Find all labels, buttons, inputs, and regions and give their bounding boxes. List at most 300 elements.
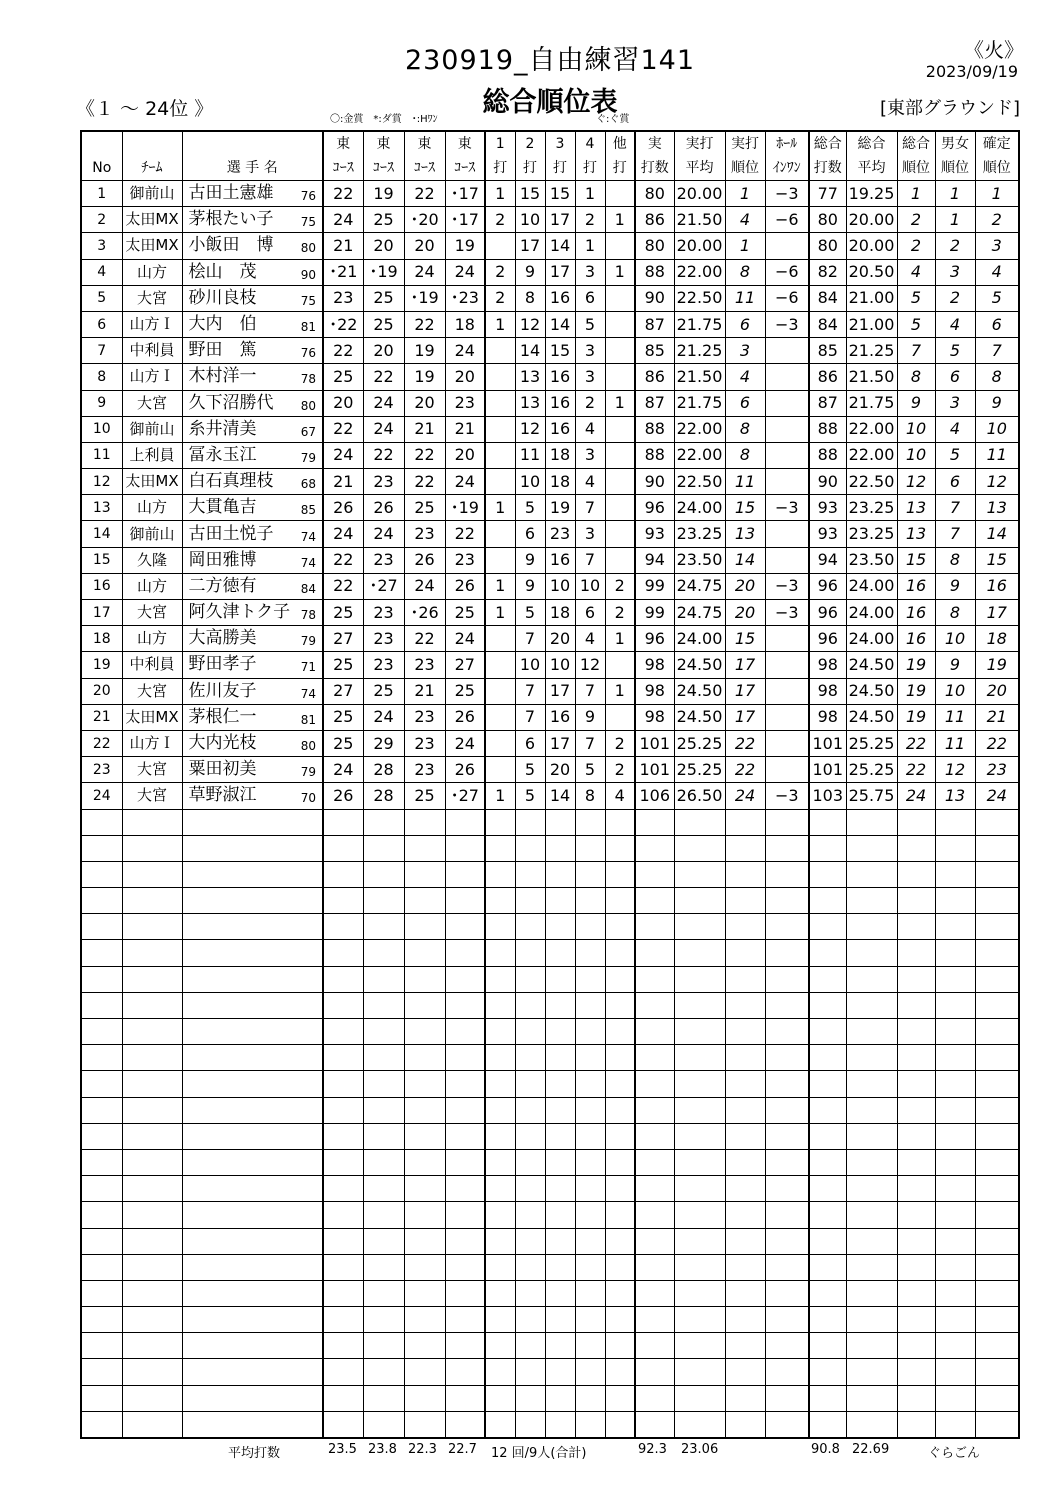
cell-grank: 9 xyxy=(935,652,975,678)
cell-s1: 1 xyxy=(485,600,515,626)
cell-strokes xyxy=(635,1097,674,1123)
cell-s1: 1 xyxy=(485,573,515,599)
cell-c3: 21 xyxy=(404,678,445,704)
cell-rank: 6 xyxy=(725,311,765,337)
cell-avg: 21.50 xyxy=(674,207,725,233)
cell-frank: 23 xyxy=(975,757,1019,783)
cell-avg: 24.50 xyxy=(674,704,725,730)
cell-c3: 22 xyxy=(404,626,445,652)
cell-c4 xyxy=(445,835,485,861)
cell-s2: 9 xyxy=(515,573,545,599)
cell-hio: −3 xyxy=(765,311,809,337)
cell-team: 太田MX xyxy=(122,207,182,233)
cell-rank xyxy=(725,1307,765,1333)
column-header-bottom-6: ｺｰｽ xyxy=(445,155,485,181)
cell-total xyxy=(809,966,846,992)
cell-c1: 24 xyxy=(323,442,363,468)
player-name: 砂川良枝 xyxy=(188,287,257,308)
cell-s3: 17 xyxy=(545,730,575,756)
cell-total: 98 xyxy=(809,704,846,730)
cell-hio xyxy=(765,1385,809,1411)
cell-trank xyxy=(897,835,935,861)
table-row xyxy=(81,547,1019,573)
column-header-bottom-7: 打 xyxy=(485,155,515,181)
cell-s2 xyxy=(515,1071,545,1097)
column-header-top-20: 確定 xyxy=(975,131,1019,155)
cell-avg xyxy=(674,1097,725,1123)
cell-rank xyxy=(725,1097,765,1123)
cell-no xyxy=(81,1123,122,1149)
column-header-top-17: 総合 xyxy=(846,131,897,155)
cell-hio xyxy=(765,364,809,390)
cell-s3 xyxy=(545,1176,575,1202)
cell-c2: 25 xyxy=(363,311,404,337)
cell-s2 xyxy=(515,1202,545,1228)
cell-total xyxy=(809,888,846,914)
column-header-bottom-1: ﾁｰﾑ xyxy=(122,155,182,181)
cell-avg: 26.50 xyxy=(674,783,725,809)
column-header-top-15: ﾎｰﾙ xyxy=(765,131,809,155)
cell-total xyxy=(809,1202,846,1228)
cell-grank xyxy=(935,1045,975,1071)
cell-c1: 22 xyxy=(323,573,363,599)
cell-trank: 10 xyxy=(897,416,935,442)
cell-hio xyxy=(765,1307,809,1333)
cell-frank xyxy=(975,1307,1019,1333)
cell-no: 9 xyxy=(81,390,122,416)
cell-c2 xyxy=(363,1176,404,1202)
cell-team xyxy=(122,1333,182,1359)
cell-so xyxy=(605,1202,635,1228)
cell-name xyxy=(182,416,323,442)
cell-trank xyxy=(897,1071,935,1097)
cell-hio xyxy=(765,1359,809,1385)
cell-so xyxy=(605,809,635,835)
cell-s1 xyxy=(485,1149,515,1175)
cell-hio xyxy=(765,730,809,756)
cell-hio xyxy=(765,940,809,966)
cell-so xyxy=(605,888,635,914)
cell-strokes xyxy=(635,1176,674,1202)
cell-grank xyxy=(935,966,975,992)
cell-frank xyxy=(975,888,1019,914)
cell-tavg: 20.00 xyxy=(846,207,897,233)
cell-strokes: 96 xyxy=(635,626,674,652)
cell-trank xyxy=(897,888,935,914)
player-age: 78 xyxy=(300,608,316,623)
cell-c3 xyxy=(404,1123,445,1149)
cell-c1 xyxy=(323,914,363,940)
cell-s2 xyxy=(515,1411,545,1438)
cell-no xyxy=(81,861,122,887)
cell-strokes: 88 xyxy=(635,259,674,285)
cell-s2 xyxy=(515,835,545,861)
cell-no xyxy=(81,1019,122,1045)
cell-team: 山方 xyxy=(122,626,182,652)
cell-c2 xyxy=(363,1097,404,1123)
cell-hio xyxy=(765,757,809,783)
cell-s2 xyxy=(515,1333,545,1359)
cell-trank: 2 xyxy=(897,207,935,233)
cell-c2 xyxy=(363,861,404,887)
cell-name xyxy=(182,495,323,521)
cell-total: 80 xyxy=(809,233,846,259)
document-subtitle: 総合順位表 xyxy=(482,87,618,118)
column-header-bottom-3: ｺｰｽ xyxy=(323,155,363,181)
cell-name xyxy=(182,207,323,233)
cell-strokes: 99 xyxy=(635,573,674,599)
cell-trank xyxy=(897,1333,935,1359)
cell-avg: 23.50 xyxy=(674,547,725,573)
cell-grank: 8 xyxy=(935,600,975,626)
cell-avg xyxy=(674,1254,725,1280)
cell-so xyxy=(605,416,635,442)
cell-c1 xyxy=(323,1071,363,1097)
cell-grank xyxy=(935,992,975,1018)
cell-avg xyxy=(674,1411,725,1438)
cell-total xyxy=(809,1359,846,1385)
cell-hio: −3 xyxy=(765,573,809,599)
cell-s2 xyxy=(515,1045,545,1071)
cell-tavg: 24.50 xyxy=(846,678,897,704)
cell-team: 大宮 xyxy=(122,783,182,809)
cell-s3 xyxy=(545,940,575,966)
cell-name xyxy=(182,626,323,652)
column-header-bottom-9: 打 xyxy=(545,155,575,181)
cell-no: 8 xyxy=(81,364,122,390)
table-row xyxy=(81,338,1019,364)
cell-avg xyxy=(674,1071,725,1097)
column-header-top-1 xyxy=(122,131,182,155)
cell-strokes: 98 xyxy=(635,704,674,730)
cell-c1: 25 xyxy=(323,600,363,626)
cell-strokes xyxy=(635,1071,674,1097)
player-age: 68 xyxy=(300,477,316,492)
cell-rank: 15 xyxy=(725,495,765,521)
cell-name xyxy=(182,1228,323,1254)
cell-no xyxy=(81,940,122,966)
cell-team: 山方 xyxy=(122,259,182,285)
cell-rank xyxy=(725,992,765,1018)
cell-frank: 24 xyxy=(975,783,1019,809)
cell-strokes xyxy=(635,1123,674,1149)
table-row xyxy=(81,626,1019,652)
cell-s4: 4 xyxy=(575,416,605,442)
cell-s1 xyxy=(485,1280,515,1306)
cell-c4: 24 xyxy=(445,730,485,756)
cell-c2 xyxy=(363,992,404,1018)
cell-so: 1 xyxy=(605,390,635,416)
cell-strokes xyxy=(635,1307,674,1333)
cell-c3: 23 xyxy=(404,652,445,678)
cell-c3: 23 xyxy=(404,704,445,730)
table-row xyxy=(81,809,1019,835)
cell-s4 xyxy=(575,809,605,835)
cell-c2: 24 xyxy=(363,704,404,730)
cell-no: 23 xyxy=(81,757,122,783)
table-row xyxy=(81,861,1019,887)
cell-avg xyxy=(674,861,725,887)
cell-c1: ･21 xyxy=(323,259,363,285)
cell-c3: 19 xyxy=(404,338,445,364)
cell-hio xyxy=(765,835,809,861)
cell-frank xyxy=(975,1045,1019,1071)
cell-c4: ･17 xyxy=(445,207,485,233)
cell-trank: 10 xyxy=(897,442,935,468)
cell-c3: ･26 xyxy=(404,600,445,626)
cell-tavg xyxy=(846,1097,897,1123)
cell-tavg: 19.25 xyxy=(846,181,897,207)
cell-s1: 1 xyxy=(485,495,515,521)
player-name: 久下沼勝代 xyxy=(188,392,274,413)
cell-c4: 23 xyxy=(445,390,485,416)
header-row-bottom xyxy=(81,155,1019,181)
cell-strokes: 98 xyxy=(635,678,674,704)
column-header-bottom-4: ｺｰｽ xyxy=(363,155,404,181)
cell-rank xyxy=(725,1176,765,1202)
cell-c2 xyxy=(363,809,404,835)
cell-s2 xyxy=(515,1307,545,1333)
cell-c1 xyxy=(323,1045,363,1071)
cell-c1: 23 xyxy=(323,285,363,311)
cell-c2: ･19 xyxy=(363,259,404,285)
cell-c3 xyxy=(404,1071,445,1097)
cell-strokes xyxy=(635,966,674,992)
cell-s3: 16 xyxy=(545,390,575,416)
cell-c3 xyxy=(404,1019,445,1045)
cell-tavg: 25.25 xyxy=(846,730,897,756)
cell-avg: 25.25 xyxy=(674,730,725,756)
cell-avg xyxy=(674,1280,725,1306)
cell-s4 xyxy=(575,1254,605,1280)
cell-c2 xyxy=(363,1149,404,1175)
cell-s2: 10 xyxy=(515,469,545,495)
cell-no: 3 xyxy=(81,233,122,259)
cell-avg: 24.50 xyxy=(674,652,725,678)
cell-s2: 12 xyxy=(515,416,545,442)
cell-hio: −6 xyxy=(765,285,809,311)
cell-grank xyxy=(935,1307,975,1333)
cell-total: 101 xyxy=(809,730,846,756)
cell-total: 93 xyxy=(809,495,846,521)
table-row xyxy=(81,966,1019,992)
cell-c2: 22 xyxy=(363,442,404,468)
cell-hio xyxy=(765,678,809,704)
cell-frank: 16 xyxy=(975,573,1019,599)
cell-strokes xyxy=(635,809,674,835)
cell-strokes: 85 xyxy=(635,338,674,364)
cell-avg: 24.50 xyxy=(674,678,725,704)
cell-grank xyxy=(935,1359,975,1385)
cell-trank: 22 xyxy=(897,730,935,756)
cell-tavg: 22.00 xyxy=(846,416,897,442)
cell-total: 86 xyxy=(809,364,846,390)
cell-s3 xyxy=(545,966,575,992)
column-header-bottom-2: 選 手 名 xyxy=(182,155,323,181)
cell-c4 xyxy=(445,1176,485,1202)
cell-c2: 25 xyxy=(363,678,404,704)
cell-team xyxy=(122,809,182,835)
cell-total xyxy=(809,1019,846,1045)
cell-s3: 15 xyxy=(545,181,575,207)
cell-frank xyxy=(975,1254,1019,1280)
cell-no xyxy=(81,809,122,835)
cell-avg: 24.00 xyxy=(674,626,725,652)
cell-frank xyxy=(975,835,1019,861)
cell-s2: 7 xyxy=(515,704,545,730)
column-header-bottom-17: 平均 xyxy=(846,155,897,181)
cell-c2: ･27 xyxy=(363,573,404,599)
cell-so xyxy=(605,1411,635,1438)
cell-s1 xyxy=(485,1071,515,1097)
cell-s1 xyxy=(485,835,515,861)
table-row xyxy=(81,888,1019,914)
cell-s3 xyxy=(545,1045,575,1071)
cell-s3: 10 xyxy=(545,573,575,599)
cell-c4: 24 xyxy=(445,338,485,364)
cell-rank xyxy=(725,809,765,835)
cell-hio xyxy=(765,809,809,835)
cell-team xyxy=(122,1228,182,1254)
cell-hio xyxy=(765,416,809,442)
cell-c4 xyxy=(445,1254,485,1280)
cell-team xyxy=(122,940,182,966)
cell-avg: 22.00 xyxy=(674,442,725,468)
cell-avg xyxy=(674,888,725,914)
cell-hio xyxy=(765,861,809,887)
player-age: 70 xyxy=(300,791,316,806)
player-name: 木村洋一 xyxy=(188,366,257,387)
cell-avg xyxy=(674,1123,725,1149)
cell-no xyxy=(81,1333,122,1359)
cell-s1 xyxy=(485,390,515,416)
cell-name xyxy=(182,364,323,390)
cell-c1 xyxy=(323,1202,363,1228)
cell-s3 xyxy=(545,1123,575,1149)
cell-s4: 7 xyxy=(575,730,605,756)
column-header-top-5: 東 xyxy=(404,131,445,155)
cell-s3 xyxy=(545,992,575,1018)
cell-so xyxy=(605,940,635,966)
cell-c3: ･20 xyxy=(404,207,445,233)
cell-c1: 25 xyxy=(323,730,363,756)
cell-grank xyxy=(935,1176,975,1202)
cell-no: 6 xyxy=(81,311,122,337)
cell-grank xyxy=(935,1254,975,1280)
cell-no: 2 xyxy=(81,207,122,233)
cell-team xyxy=(122,1254,182,1280)
cell-c1: 22 xyxy=(323,416,363,442)
cell-total: 88 xyxy=(809,442,846,468)
cell-team xyxy=(122,1045,182,1071)
cell-avg: 24.75 xyxy=(674,600,725,626)
cell-team: 山方 xyxy=(122,495,182,521)
player-name: 茅根たい子 xyxy=(188,209,274,230)
cell-total xyxy=(809,1176,846,1202)
table-row xyxy=(81,1019,1019,1045)
cell-s1 xyxy=(485,442,515,468)
cell-grank xyxy=(935,1097,975,1123)
cell-s2: 12 xyxy=(515,311,545,337)
cell-trank xyxy=(897,1385,935,1411)
player-name: 大内光枝 xyxy=(188,733,257,754)
player-name: 糸井清美 xyxy=(188,418,257,439)
cell-frank: 15 xyxy=(975,547,1019,573)
cell-team: 大宮 xyxy=(122,678,182,704)
cell-no xyxy=(81,1071,122,1097)
cell-avg: 24.75 xyxy=(674,573,725,599)
cell-strokes xyxy=(635,1411,674,1438)
cell-total xyxy=(809,1228,846,1254)
cell-s1 xyxy=(485,1359,515,1385)
cell-c2 xyxy=(363,1385,404,1411)
cell-s4: 3 xyxy=(575,364,605,390)
cell-avg xyxy=(674,1385,725,1411)
cell-s2: 6 xyxy=(515,521,545,547)
cell-name xyxy=(182,1019,323,1045)
cell-c3 xyxy=(404,1045,445,1071)
cell-s4: 10 xyxy=(575,573,605,599)
table-row xyxy=(81,914,1019,940)
cell-trank: 5 xyxy=(897,311,935,337)
cell-strokes xyxy=(635,914,674,940)
cell-frank xyxy=(975,914,1019,940)
cell-s1 xyxy=(485,1123,515,1149)
footer-course2-avg: 23.8 xyxy=(368,1442,397,1457)
cell-avg: 20.00 xyxy=(674,233,725,259)
cell-tavg xyxy=(846,809,897,835)
cell-grank xyxy=(935,1280,975,1306)
cell-grank: 6 xyxy=(935,469,975,495)
cell-trank: 16 xyxy=(897,600,935,626)
player-name: 白石真理枝 xyxy=(188,471,274,492)
table-row xyxy=(81,1202,1019,1228)
cell-s3 xyxy=(545,1280,575,1306)
cell-frank: 1 xyxy=(975,181,1019,207)
table-row xyxy=(81,573,1019,599)
cell-tavg xyxy=(846,992,897,1018)
cell-c4 xyxy=(445,940,485,966)
cell-c3: 25 xyxy=(404,783,445,809)
player-name: 大貫亀吉 xyxy=(188,497,257,518)
cell-s4: 5 xyxy=(575,311,605,337)
cell-avg: 21.50 xyxy=(674,364,725,390)
cell-c3 xyxy=(404,1097,445,1123)
column-header-bottom-14: 順位 xyxy=(725,155,765,181)
cell-strokes xyxy=(635,861,674,887)
player-name: 古田土憲雄 xyxy=(188,183,274,204)
cell-hio xyxy=(765,1411,809,1438)
table-row xyxy=(81,678,1019,704)
cell-team: 大宮 xyxy=(122,600,182,626)
cell-s3 xyxy=(545,809,575,835)
cell-total xyxy=(809,1411,846,1438)
cell-so xyxy=(605,1097,635,1123)
cell-c1 xyxy=(323,1176,363,1202)
cell-c2 xyxy=(363,1307,404,1333)
cell-trank xyxy=(897,1149,935,1175)
cell-c1 xyxy=(323,1254,363,1280)
cell-c4: 19 xyxy=(445,233,485,259)
cell-name xyxy=(182,678,323,704)
cell-tavg xyxy=(846,835,897,861)
cell-name xyxy=(182,1411,323,1438)
cell-grank: 13 xyxy=(935,783,975,809)
column-header-top-18: 総合 xyxy=(897,131,935,155)
cell-strokes: 88 xyxy=(635,416,674,442)
cell-grank xyxy=(935,861,975,887)
cell-tavg xyxy=(846,1411,897,1438)
